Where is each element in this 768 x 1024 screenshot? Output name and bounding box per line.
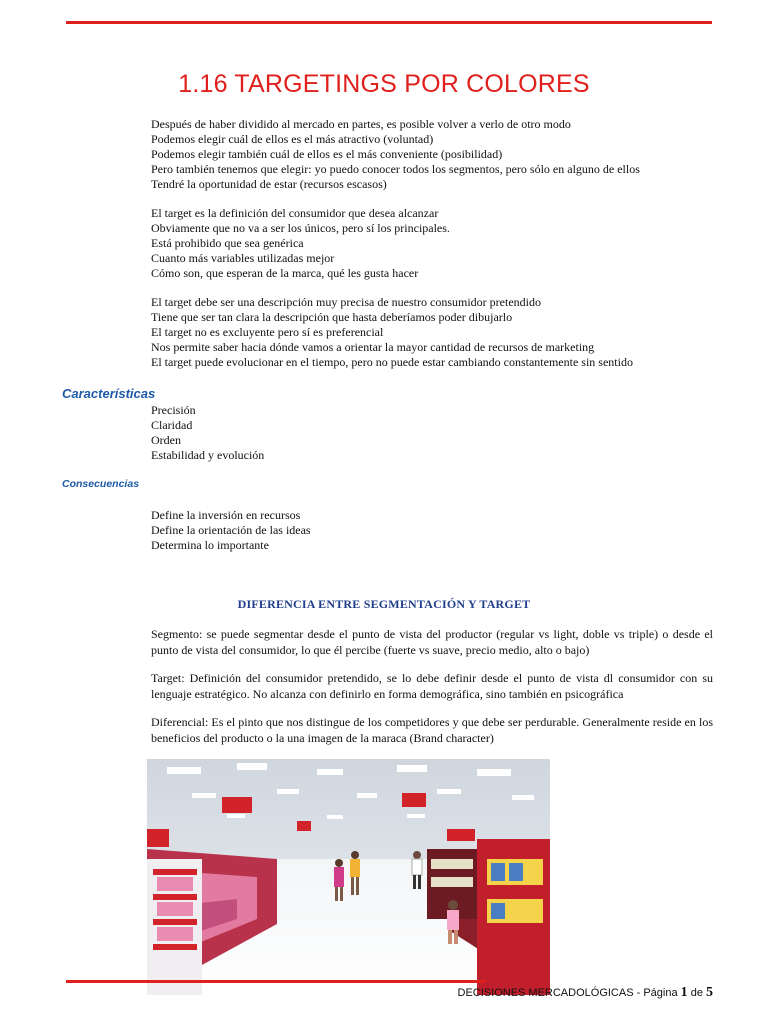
description-line: El target puede evolucionar en el tiempo, pero no puede estar cambiando constantemente sin sentido bbox=[151, 355, 633, 369]
consecuencia-item: Determina lo importante bbox=[151, 538, 269, 552]
description-line: Tiene que ser tan clara la descripción que hasta deberíamos poder dibujarlo bbox=[151, 310, 513, 324]
page-title: 1.16 TARGETINGS POR COLORES bbox=[178, 70, 590, 98]
target-line: Obviamente que no va a ser los únicos, pero sí los principales. bbox=[151, 221, 450, 235]
description-line: El target debe ser una descripción muy precisa de nuestro consumidor pretendido bbox=[151, 295, 541, 309]
target-line: El target es la definición del consumidor que desea alcanzar bbox=[151, 206, 439, 220]
intro-list bbox=[151, 117, 640, 192]
caracteristicas-heading: Características bbox=[62, 386, 156, 401]
target-list bbox=[151, 206, 450, 281]
target-line: Cómo son, que esperan de la marca, qué les gusta hacer bbox=[151, 266, 419, 280]
segmento-paragraph: Segmento: se puede segmentar desde el punto de vista del productor (regular vs light, doble vs triple) o desde el punto de vista del consumidor, lo que él percibe (fuerte vs suave, precio medio, alto o bajo) bbox=[151, 627, 713, 657]
store-interior-photo bbox=[147, 759, 550, 995]
description-list bbox=[151, 295, 633, 370]
description-line: Nos permite saber hacia dónde vamos a orientar la mayor cantidad de recursos de marketing bbox=[151, 340, 595, 354]
caracteristica-item: Precisión bbox=[151, 403, 196, 417]
top-rule bbox=[66, 21, 712, 24]
intro-line: Pero también tenemos que elegir: yo puedo conocer todos los segmentos, pero sólo en alguno de ellos bbox=[151, 162, 640, 176]
page-footer bbox=[458, 985, 713, 1001]
section-title: DIFERENCIA ENTRE SEGMENTACIÓN Y TARGET bbox=[237, 597, 531, 611]
footer-label: DECISIONES MERCADOLÓGICAS - Página bbox=[457, 987, 681, 999]
target-line: Está prohibido que sea genérica bbox=[151, 236, 304, 250]
caracteristica-item: Claridad bbox=[151, 418, 193, 432]
target-paragraph: Target: Definición del consumidor pretendido, se lo debe definir desde el punto de vista dl consumidor con su lenguaje estratégico. No alcanza con definirlo en forma demográfica, sino también en psicográfica bbox=[151, 671, 713, 701]
intro-line: Después de haber dividido al mercado en partes, es posible volver a verlo de otro modo bbox=[151, 117, 571, 131]
intro-line: Podemos elegir también cuál de ellos es el más conveniente (posibilidad) bbox=[151, 147, 503, 161]
consecuencia-item: Define la orientación de las ideas bbox=[151, 523, 311, 537]
caracteristica-item: Estabilidad y evolución bbox=[151, 448, 265, 462]
consecuencias-list bbox=[151, 508, 311, 553]
consecuencia-item: Define la inversión en recursos bbox=[151, 508, 301, 522]
page-number: 1 bbox=[680, 985, 688, 1000]
description-line: El target no es excluyente pero sí es preferencial bbox=[151, 325, 384, 339]
bottom-rule bbox=[66, 980, 486, 983]
intro-line: Podemos elegir cuál de ellos es el más atractivo (voluntad) bbox=[151, 132, 434, 146]
page-total: 5 bbox=[706, 985, 713, 1000]
footer-of: de bbox=[687, 987, 706, 999]
consecuencias-heading: Consecuencias bbox=[62, 478, 140, 490]
diferencial-paragraph: Diferencial: Es el pinto que nos distingue de los competidores y que debe ser perdurable. Generalmente reside en los beneficios del producto o la una imagen de la maraca (Brand character) bbox=[151, 715, 713, 745]
caracteristica-item: Orden bbox=[151, 433, 181, 447]
target-line: Cuanto más variables utilizadas mejor bbox=[151, 251, 335, 265]
intro-line: Tendré la oportunidad de estar (recursos escasos) bbox=[151, 177, 387, 191]
caracteristicas-list bbox=[151, 403, 264, 463]
